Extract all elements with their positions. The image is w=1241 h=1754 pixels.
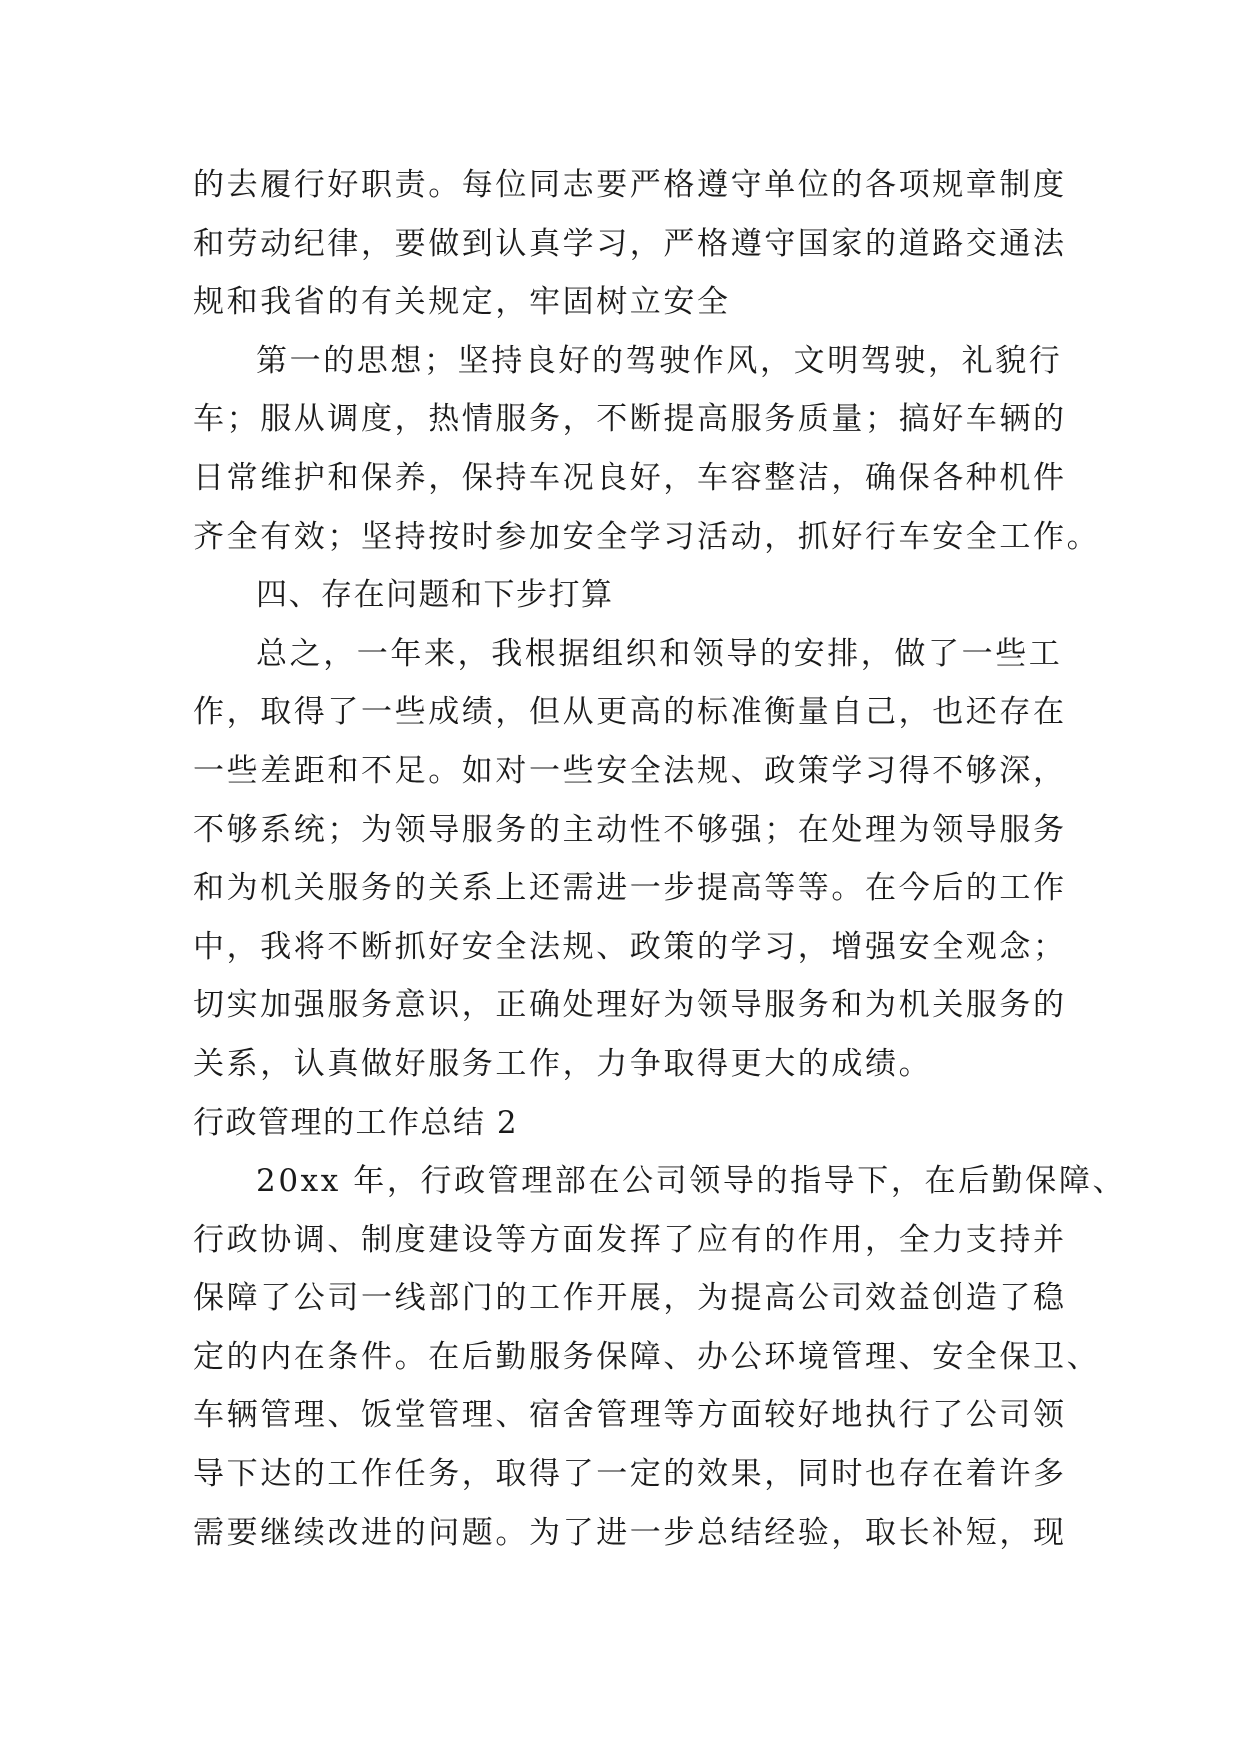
text-line: 中，我将不断抓好安全法规、政策的学习，增强安全观念； xyxy=(193,928,1067,965)
section-title: 行政管理的工作总结 2 xyxy=(193,1104,519,1141)
paragraph-summary xyxy=(193,625,1073,1094)
paragraph-duties xyxy=(193,156,1073,332)
text-line: 和劳动纪律，要做到认真学习，严格遵守国家的道路交通法 xyxy=(193,225,1067,262)
text-line: 20xx 年，行政管理部在公司领导的指导下，在后勤保障、 xyxy=(256,1163,1127,1200)
text-line: 不够系统；为领导服务的主动性不够强；在处理为领导服务 xyxy=(193,811,1067,848)
text-line: 的去履行好职责。每位同志要严格遵守单位的各项规章制度 xyxy=(193,167,1067,203)
text-line: 和为机关服务的关系上还需进一步提高等等。在今后的工作 xyxy=(193,870,1067,907)
text-line: 第一的思想；坚持良好的驾驶作风，文明驾驶，礼貌行 xyxy=(256,342,1063,379)
text-line: 日常维护和保养，保持车况良好，车容整洁，确保各种机件 xyxy=(193,459,1067,496)
text-line: 车；服从调度，热情服务，不断提高服务质量；搞好车辆的 xyxy=(193,401,1067,438)
text-line: 关系，认真做好服务工作，力争取得更大的成绩。 xyxy=(193,1045,933,1082)
paragraph-safety-first xyxy=(193,332,1101,566)
text-line: 规和我省的有关规定，牢固树立安全 xyxy=(193,284,731,321)
text-line: 行政协调、制度建设等方面发挥了应有的作用，全力支持并 xyxy=(193,1221,1067,1258)
document-body xyxy=(193,156,1127,1562)
text-line: 总之，一年来，我根据组织和领导的安排，做了一些工 xyxy=(256,635,1063,672)
section-heading-problems xyxy=(193,566,1073,625)
text-line: 定的内在条件。在后勤服务保障、办公环境管理、安全保卫、 xyxy=(193,1338,1101,1375)
text-line: 导下达的工作任务，取得了一定的效果，同时也存在着许多 xyxy=(193,1456,1067,1493)
text-line: 齐全有效；坚持按时参加安全学习活动，抓好行车安全工作。 xyxy=(193,518,1101,555)
text-line: 车辆管理、饭堂管理、宿舍管理等方面较好地执行了公司领 xyxy=(193,1397,1067,1434)
text-line: 四、存在问题和下步打算 xyxy=(256,577,614,614)
text-line: 作，取得了一些成绩，但从更高的标准衡量自己，也还存在 xyxy=(193,694,1067,731)
text-line: 切实加强服务意识，正确处理好为领导服务和为机关服务的 xyxy=(193,987,1067,1024)
paragraph-admin-summary xyxy=(193,1152,1127,1562)
text-line: 一些差距和不足。如对一些安全法规、政策学习得不够深， xyxy=(193,752,1067,789)
text-line: 保障了公司一线部门的工作开展，为提高公司效益创造了稳 xyxy=(193,1280,1067,1317)
text-line: 需要继续改进的问题。为了进一步总结经验，取长补短，现 xyxy=(193,1514,1067,1551)
